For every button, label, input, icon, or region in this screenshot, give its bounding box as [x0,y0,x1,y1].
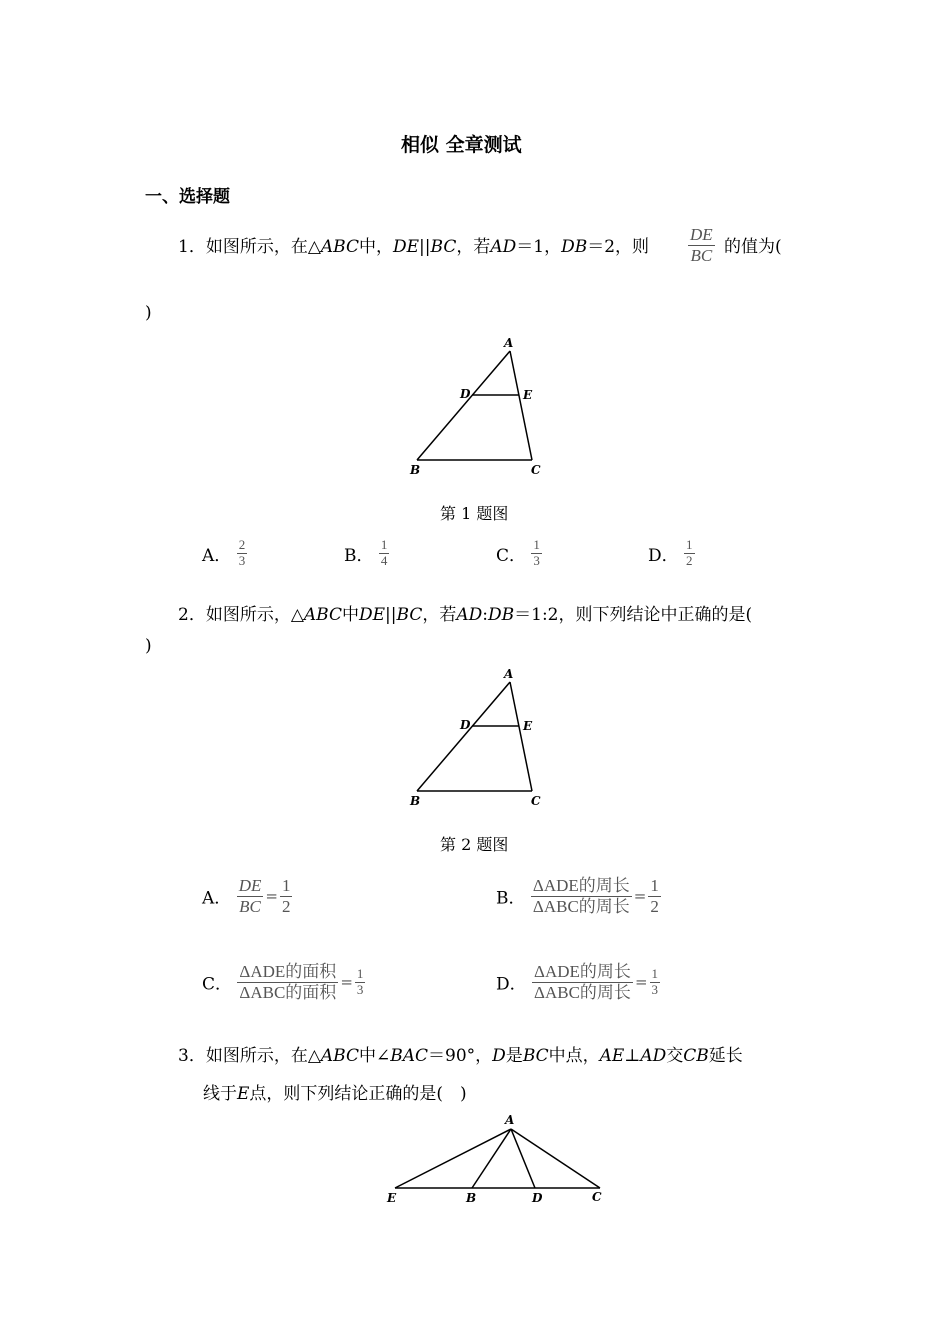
label-d: D [532,1191,543,1205]
label-c: C [531,463,541,477]
question-1-text: 1．如图所示，在△ABC中，DE||BC，若AD＝1，DB＝2，则 [178,237,650,257]
q1-option-b-fraction: $\frac{1}{4}$ [380,537,388,568]
label-e: E [523,719,533,733]
q2-option-b[interactable]: B． $\frac{\text{ΔADE的周长}}{\text{ΔABC的周长}}$ = $\frac{1}{2}$ [496,876,659,916]
q1-option-c[interactable]: C． $\frac{1}{3}$ [496,537,540,568]
q1-option-a-fraction: $\frac{2}{3}$ [238,537,246,568]
q2-option-d-lhs: $\frac{\text{ΔADE的周长}}{\text{ΔABC的周长}}$ [534,962,631,1002]
q1-option-a[interactable]: A． $\frac{2}{3}$ [202,537,246,568]
figure-1-caption: 第 1 题图 [440,504,509,523]
label-a: A [505,1113,515,1127]
q2-option-b-lhs: $\frac{\text{ΔADE的周长}}{\text{ΔABC的周长}}$ [532,876,630,916]
q2-option-d[interactable]: D． $\frac{\text{ΔADE的周长}}{\text{ΔABC的周长}}$ = $\frac{1}{3}$ [496,962,659,1002]
label-c: C [592,1190,602,1204]
q2-option-a-lhs: $\frac{DE}{BC}$ [238,876,262,916]
q1-option-d[interactable]: D． $\frac{1}{2}$ [648,537,693,568]
figure-1-triangle [400,333,560,483]
label-c: C [531,794,541,808]
figure-2-triangle [400,664,560,814]
label-b: B [410,463,421,477]
question-3-line-2: 线于E点，则下列结论正确的是( ) [203,1084,467,1104]
label-e: E [523,388,533,402]
question-3-line-1: 3．如图所示，在△ABC中∠BAC＝90°，D是BC中点，AE⊥AD交CB延长 [178,1046,743,1066]
page-title: 相似 全章测试 [401,134,522,156]
question-2-text: 2．如图所示，△ABC中DE||BC，若AD:DB＝1:2，则下列结论中正确的是( [178,605,753,625]
label-e: E [387,1191,397,1205]
label-b: B [410,794,421,808]
question-1-fraction: $\frac{DE}{BC}$ [690,225,713,265]
q1-option-b[interactable]: B． $\frac{1}{4}$ [344,537,388,568]
q2-option-b-rhs: $\frac{1}{2}$ [650,876,659,916]
label-d: D [460,387,471,401]
label-a: A [504,336,514,350]
question-2-close: ) [145,636,152,656]
label-a: A [504,667,514,681]
figure-2-caption: 第 2 题图 [440,835,509,854]
section-heading: 一、选择题 [145,187,230,207]
question-1-tail: 的值为( [724,237,782,257]
q2-option-c-rhs: $\frac{1}{3}$ [356,965,364,997]
q1-option-c-fraction: $\frac{1}{3}$ [533,537,540,568]
q2-option-c-lhs: $\frac{\text{ΔADE的面积}}{\text{ΔABC的面积}}$ [239,962,337,1002]
label-b: B [466,1191,477,1205]
question-1-close: ) [145,303,152,323]
figure-3-triangle [380,1108,620,1208]
label-d: D [460,718,471,732]
q2-option-a[interactable]: A． $\frac{DE}{BC}$ = $\frac{1}{2}$ [202,876,291,916]
q2-option-d-rhs: $\frac{1}{3}$ [651,965,659,997]
q1-option-d-fraction: $\frac{1}{2}$ [686,537,693,568]
q2-option-c[interactable]: C． $\frac{\text{ΔADE的面积}}{\text{ΔABC的面积}}$ = $\frac{1}{3}$ [202,962,364,1002]
q2-option-a-rhs: $\frac{1}{2}$ [281,876,291,916]
